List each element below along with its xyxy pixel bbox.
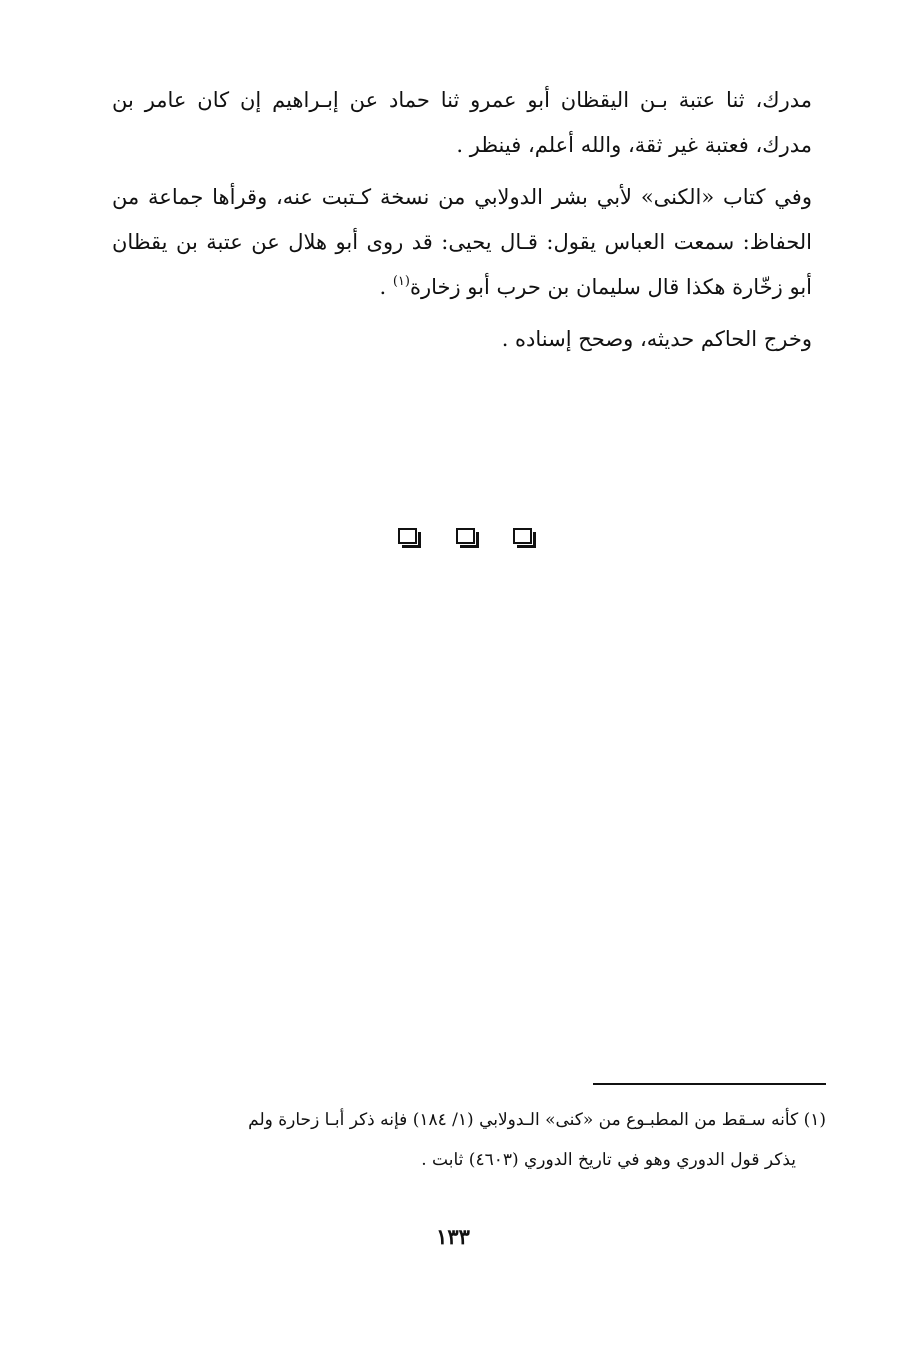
footnote xyxy=(118,1100,826,1180)
paragraph-2 xyxy=(112,175,812,310)
footnote-line-2: يذكر قول الدوري وهو في تاريخ الدوري (٤٦٠٣) ثابت . xyxy=(421,1150,796,1170)
ornament-box-icon xyxy=(513,528,532,544)
ornament-box-icon xyxy=(456,528,475,544)
paragraph-2-end: . xyxy=(379,275,393,299)
footnote-separator-line xyxy=(593,1083,826,1085)
paragraph-1: مدرك، ثنا عتبة بـن اليقظان أبو عمرو ثنا حماد عن إبـراهيم إن كان عامر بن مدرك، فعتبة غير ثقة، والله أعلم، فينظر . xyxy=(112,88,812,157)
page-number: ١٣٣ xyxy=(436,1224,470,1249)
section-separator-ornament xyxy=(398,524,532,548)
paragraph-2-text: وفي كتاب «الكنى» لأبي بشر الدولابي من نسخة كـتبت عنه، وقرأها جماعة من الحفاظ: سمعت العباس يقول: قـال يحيى: قد روى أبو هلال عن عتبة بن يقظان أبو زخّارة هكذا قال سليمان بن حرب أبو زخارة xyxy=(112,185,812,299)
paragraph-3: وخرج الحاكم حديثه، وصحح إسناده . xyxy=(501,327,812,351)
footnote-line-1: (١) كأنه سـقط من المطبـوع من «كنى» الـدولابي (١/ ١٨٤) فإنه ذكر أبـا زحارة ولم xyxy=(248,1110,826,1130)
footnote-reference: (١) xyxy=(392,274,410,289)
ornament-box-icon xyxy=(398,528,417,544)
main-text xyxy=(112,78,812,369)
